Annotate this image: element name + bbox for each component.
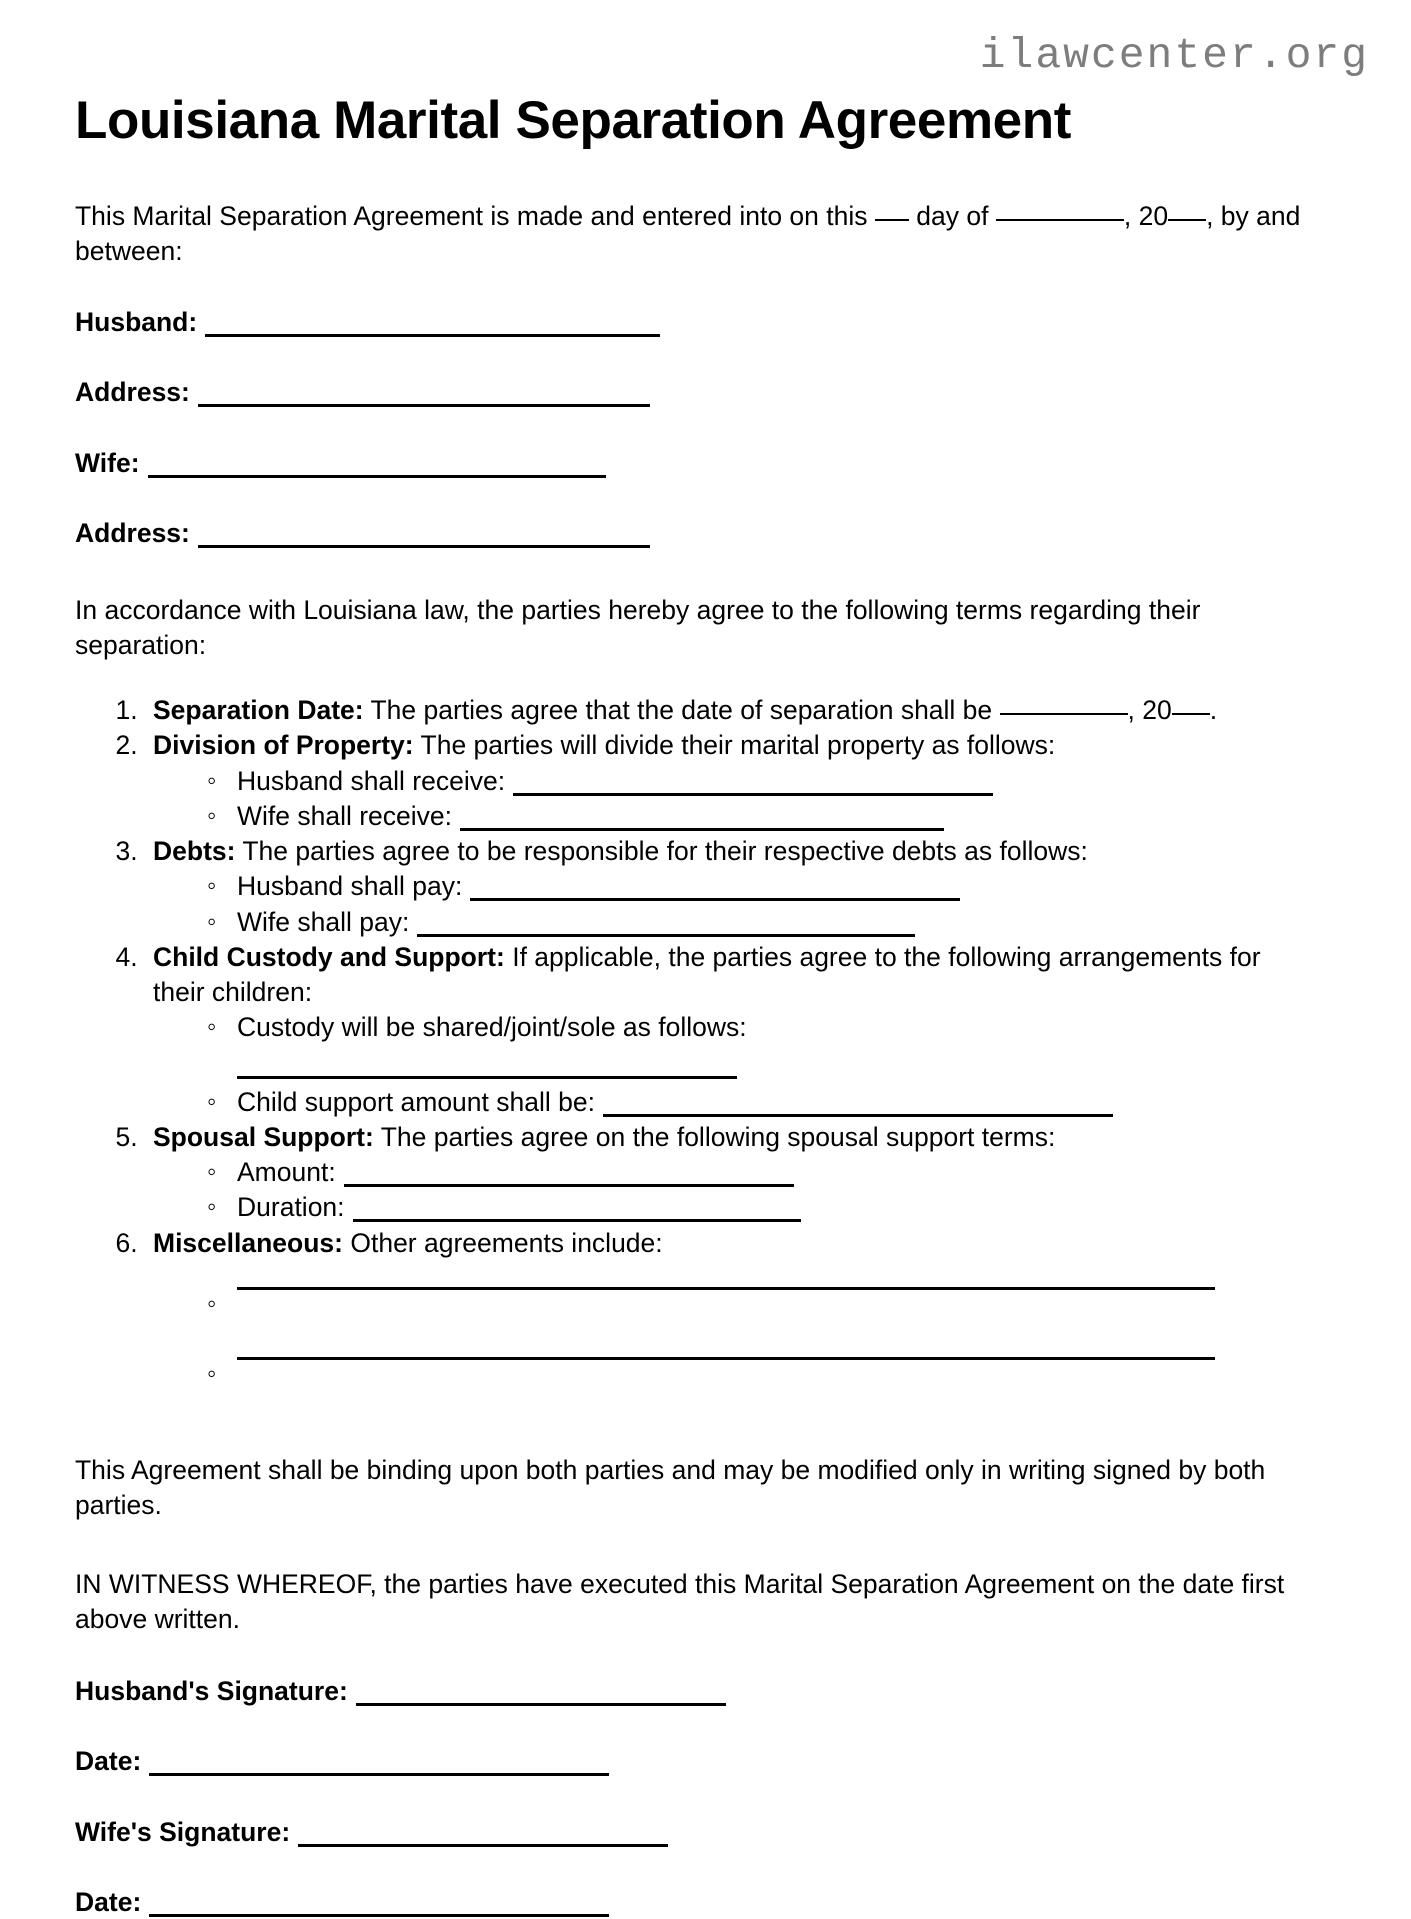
field-husband-signature-label: Husband's Signature: <box>75 1675 348 1706</box>
term-2-body: The parties will divide their marital property as follows: <box>420 730 1056 761</box>
term-1-comma: , <box>1127 695 1135 726</box>
field-wife-date-label: Date: <box>75 1886 142 1917</box>
term-5-body: The parties agree on the following spousal support terms: <box>380 1121 1056 1152</box>
terms-list <box>75 693 1336 1401</box>
sub-misc-1-input[interactable] <box>237 1287 1215 1290</box>
term-4-body: If applicable, the parties agree to the following arrangements for their children: <box>153 941 1261 1008</box>
field-wife-address <box>75 516 1336 550</box>
term-1-title: Separation Date: <box>153 695 364 726</box>
sub-spousal-amount <box>205 1155 1317 1190</box>
sub-husband-pay-label: Husband shall pay: <box>237 871 463 902</box>
sub-wife-receive-input[interactable] <box>460 828 944 831</box>
field-husband-signature <box>75 1674 1336 1708</box>
blank-day[interactable] <box>875 219 909 221</box>
sub-husband-pay <box>205 869 1317 904</box>
field-wife-signature-input[interactable] <box>298 1844 668 1847</box>
field-husband-input[interactable] <box>205 334 660 337</box>
intro-text-part4: , by and between: <box>75 200 1301 266</box>
binding-paragraph: This Agreement shall be binding upon both parties and may be modified only in writing signed by both parties. <box>75 1454 1266 1520</box>
term-3-body: The parties agree to be responsible for their respective debts as follows: <box>242 836 1088 867</box>
term-3-title: Debts: <box>153 836 236 867</box>
term-1-year-prefix: 20 <box>1142 695 1172 726</box>
intro-paragraph <box>75 199 1323 269</box>
sub-custody-arrangement <box>205 1010 1317 1078</box>
term-4-title: Child Custody and Support: <box>153 941 505 972</box>
sub-spousal-duration <box>205 1190 1317 1225</box>
field-wife-date-input[interactable] <box>149 1914 609 1917</box>
intro-text-part1: This Marital Separation Agreement is made and entered into on this <box>75 200 868 231</box>
term-6-title: Miscellaneous: <box>153 1227 343 1258</box>
field-husband <box>75 305 1336 339</box>
page-title: Louisiana Marital Separation Agreement <box>75 91 1071 150</box>
sub-misc-2 <box>205 1357 1317 1401</box>
field-husband-address-input[interactable] <box>198 404 650 407</box>
blank-separation-date[interactable] <box>1000 713 1128 715</box>
sub-husband-receive-label: Husband shall receive: <box>237 765 506 796</box>
field-wife-label: Wife: <box>75 447 140 478</box>
sub-wife-receive-label: Wife shall receive: <box>237 800 453 831</box>
term-4-sublist <box>153 1010 1317 1119</box>
term-miscellaneous <box>145 1226 1317 1401</box>
field-husband-address-label: Address: <box>75 377 190 408</box>
field-husband-label: Husband: <box>75 307 198 337</box>
blank-separation-year[interactable] <box>1172 713 1210 715</box>
term-division-of-property <box>145 728 1317 834</box>
field-husband-date-input[interactable] <box>149 1773 609 1776</box>
term-3-sublist <box>153 869 1317 939</box>
blank-month[interactable] <box>996 219 1124 221</box>
field-husband-signature-input[interactable] <box>356 1703 726 1706</box>
field-wife <box>75 446 1336 480</box>
term-separation-date <box>145 693 1317 728</box>
sub-wife-pay-input[interactable] <box>417 934 915 937</box>
field-wife-signature <box>75 1815 1336 1849</box>
field-wife-input[interactable] <box>148 475 606 478</box>
sub-husband-receive-input[interactable] <box>513 793 993 796</box>
witness-paragraph: IN WITNESS WHEREOF, the parties have executed this Marital Separation Agreement on the date first above written. <box>75 1569 1285 1635</box>
intro-text-part2: day of <box>916 200 989 231</box>
field-wife-date <box>75 1885 1336 1919</box>
term-1-period: . <box>1209 695 1218 726</box>
term-5-title: Spousal Support: <box>153 1121 374 1152</box>
sub-spousal-duration-label: Duration: <box>237 1192 345 1223</box>
intro-year-prefix: 20 <box>1138 200 1169 231</box>
sub-misc-2-input[interactable] <box>237 1357 1215 1360</box>
sub-husband-receive <box>205 764 1317 799</box>
sub-spousal-amount-input[interactable] <box>344 1184 794 1187</box>
term-spousal-support <box>145 1120 1317 1226</box>
term-debts <box>145 834 1317 940</box>
term-1-body: The parties agree that the date of separation shall be <box>370 695 993 726</box>
field-wife-address-input[interactable] <box>198 545 650 548</box>
sub-child-support-amount <box>205 1085 1317 1120</box>
site-watermark: ilawcenter.org <box>979 31 1369 80</box>
term-6-body: Other agreements include: <box>350 1227 663 1258</box>
term-6-sublist <box>153 1287 1317 1401</box>
sub-husband-pay-input[interactable] <box>470 898 960 901</box>
sub-child-support-amount-input[interactable] <box>603 1114 1113 1117</box>
sub-wife-pay-label: Wife shall pay: <box>237 906 410 937</box>
field-husband-date <box>75 1744 1336 1778</box>
sub-wife-pay <box>205 905 1317 940</box>
sub-child-support-amount-label: Child support amount shall be: <box>237 1086 595 1117</box>
intro-comma: , <box>1123 200 1132 231</box>
term-2-title: Division of Property: <box>153 730 414 761</box>
blank-year[interactable] <box>1168 219 1206 221</box>
sub-spousal-duration-input[interactable] <box>353 1219 801 1222</box>
term-child-custody-and-support <box>145 940 1317 1120</box>
sub-custody-arrangement-input[interactable] <box>237 1076 737 1079</box>
field-husband-date-label: Date: <box>75 1746 142 1777</box>
sub-misc-1 <box>205 1287 1317 1331</box>
term-5-sublist <box>153 1155 1317 1225</box>
term-2-sublist <box>153 764 1317 834</box>
sub-custody-arrangement-label: Custody will be shared/joint/sole as follows: <box>237 1012 747 1043</box>
field-wife-address-label: Address: <box>75 518 190 549</box>
field-wife-signature-label: Wife's Signature: <box>75 1816 291 1847</box>
field-husband-address <box>75 375 1336 409</box>
sub-wife-receive <box>205 799 1317 834</box>
accordance-paragraph: In accordance with Louisiana law, the parties hereby agree to the following terms regarding their separation: <box>75 594 1201 660</box>
sub-spousal-amount-label: Amount: <box>237 1157 336 1188</box>
